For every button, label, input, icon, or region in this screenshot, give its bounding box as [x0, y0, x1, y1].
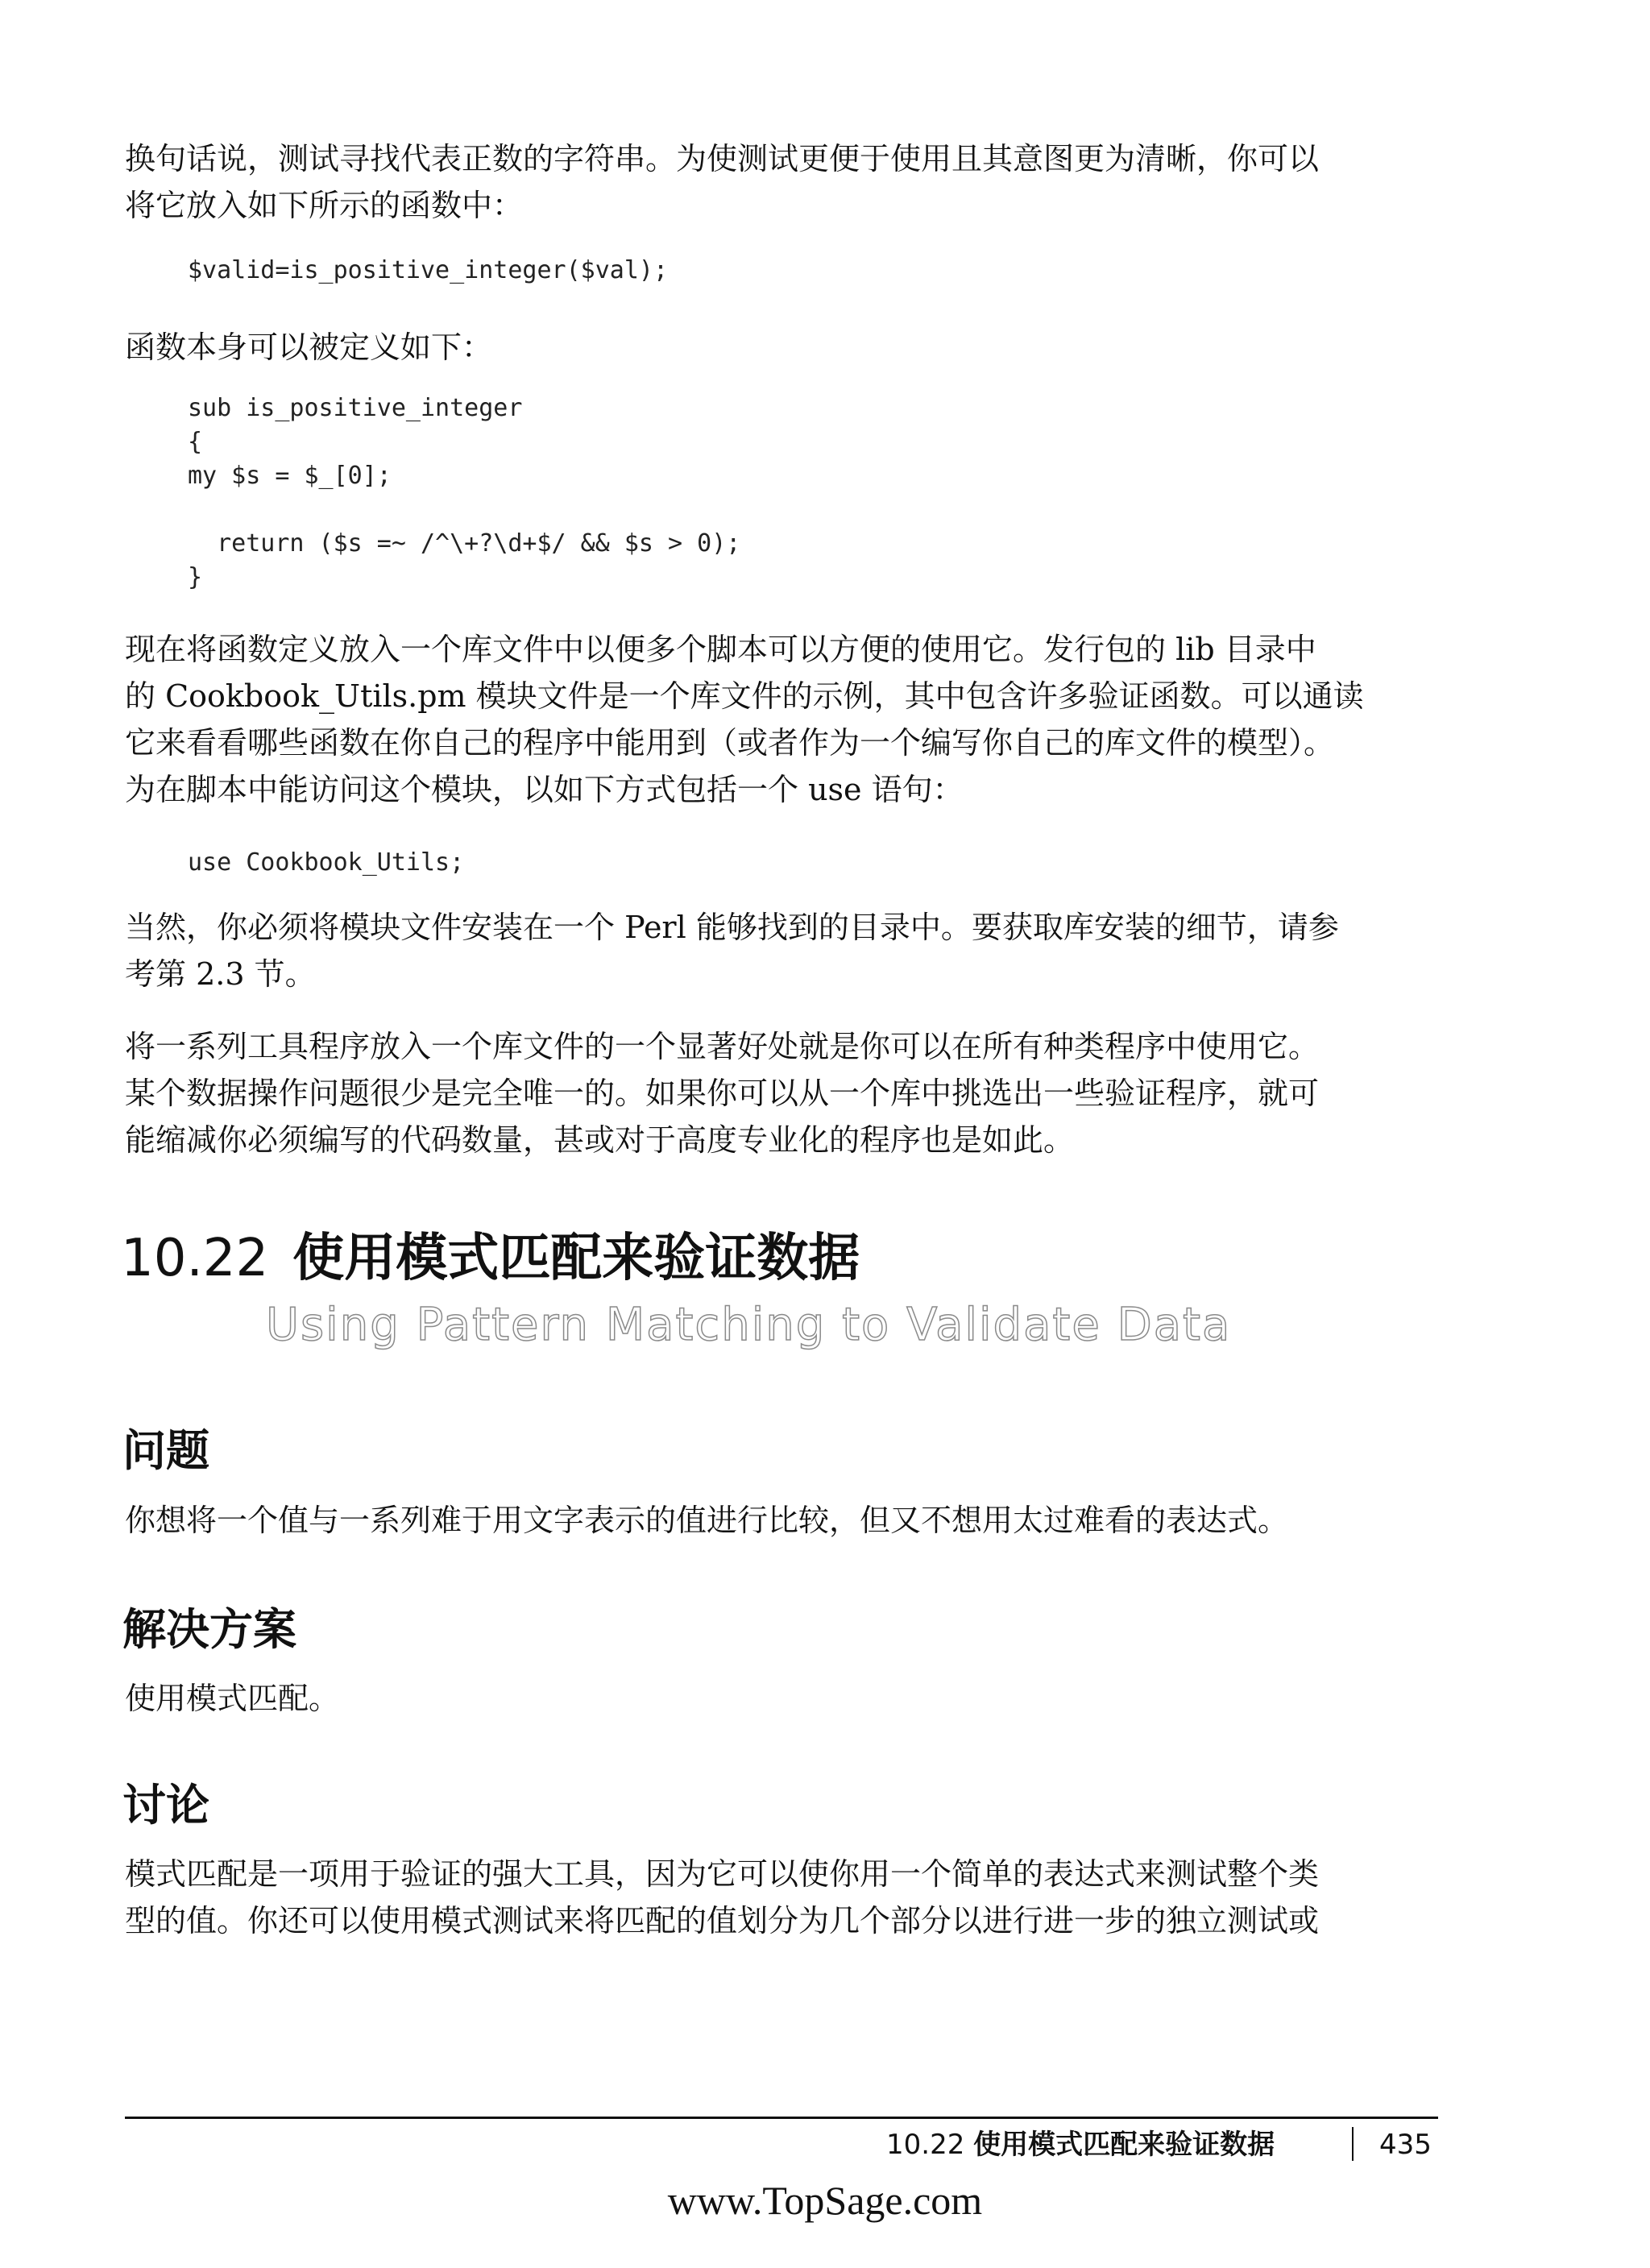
section-number: 10.22 — [121, 1229, 269, 1288]
running-footer — [886, 2127, 1275, 2162]
section-title — [121, 1226, 860, 1291]
page-number: 435 — [1379, 2129, 1432, 2161]
code-use-statement: use Cookbook_Utils; — [188, 848, 465, 877]
benefit-paragraph — [125, 1023, 1414, 1163]
text-line: 你想将一个值与一系列难于用文字表示的值进行比较，但又不想用太过难看的表达式。 — [125, 1503, 1289, 1538]
footer-section-number: 10.22 — [886, 2129, 965, 2161]
intro-paragraph — [125, 135, 1414, 229]
section-subtitle: Using Pattern Matching to Validate Data — [266, 1299, 1232, 1351]
text-line: 模式匹配是一项用于验证的强大工具，因为它可以使你用一个简单的表达式来测试整个类 — [125, 1856, 1320, 1892]
text-line: 现在将函数定义放入一个库文件中以便多个脚本可以方便的使用它。发行包的 lib 目录中 — [125, 632, 1316, 667]
website-watermark: www.TopSage.com — [667, 2178, 983, 2223]
solution-paragraph — [125, 1675, 1414, 1722]
text-line: 考第 2.3 节。 — [125, 956, 316, 992]
text-line: 函数本身可以被定义如下： — [125, 330, 493, 365]
code-function-definition: sub is_positive_integer { my $s = $_[0]; return ($s =~ /^\+?\d+$/ && $s > 0); } — [188, 394, 741, 591]
discussion-heading: 讨论 — [122, 1780, 209, 1831]
text-line: 能缩减你必须编写的代码数量，甚或对于高度专业化的程序也是如此。 — [125, 1122, 1075, 1158]
install-paragraph — [125, 904, 1414, 997]
discussion-paragraph — [125, 1851, 1414, 1944]
footer-section-title: 使用模式匹配来验证数据 — [973, 2129, 1275, 2161]
text-line: 它来看看哪些函数在你自己的程序中能用到（或者作为一个编写你自己的库文件的模型）。 — [125, 725, 1335, 761]
text-line: 将它放入如下所示的函数中： — [125, 188, 524, 223]
text-line: 的 Cookbook_Utils.pm 模块文件是一个库文件的示例，其中包含许多验证函数。可以通读 — [125, 678, 1364, 714]
section-title-text: 使用模式匹配来验证数据 — [292, 1229, 860, 1288]
code-call-example: $valid=is_positive_integer($val); — [188, 256, 669, 284]
problem-heading: 问题 — [122, 1425, 209, 1476]
text-line: 当然，你必须将模块文件安装在一个 Perl 能够找到的目录中。要获取库安装的细节，请参 — [125, 910, 1339, 945]
footer-separator — [1352, 2127, 1354, 2161]
footer-rule — [125, 2117, 1438, 2119]
define-paragraph — [125, 324, 1414, 371]
text-line: 换句话说，测试寻找代表正数的字符串。为使测试更便于使用且其意图更为清晰，你可以 — [125, 141, 1320, 176]
problem-paragraph — [125, 1497, 1414, 1544]
text-line: 将一系列工具程序放入一个库文件的一个显著好处就是你可以在所有种类程序中使用它。 — [125, 1029, 1320, 1064]
library-paragraph — [125, 626, 1414, 813]
text-line: 型的值。你还可以使用模式测试来将匹配的值划分为几个部分以进行进一步的独立测试或 — [125, 1903, 1320, 1938]
solution-heading: 解决方案 — [122, 1604, 296, 1655]
text-line: 为在脚本中能访问这个模块，以如下方式包括一个 use 语句： — [125, 772, 964, 807]
text-line: 某个数据操作问题很少是完全唯一的。如果你可以从一个库中挑选出一些验证程序，就可 — [125, 1076, 1320, 1111]
text-line: 使用模式匹配。 — [125, 1681, 340, 1716]
